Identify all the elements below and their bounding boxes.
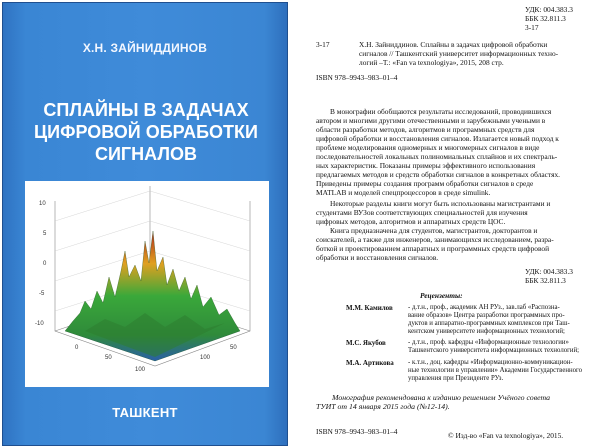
reviewer-desc: вание образов» Центра разработки программных про- xyxy=(408,312,565,319)
reviewer-name: М.С. Якубов xyxy=(346,339,386,347)
abstract-line: автором и многими другими отечественными и зарубежными учеными в xyxy=(316,116,546,125)
reviewers-heading: Рецензенты: xyxy=(420,291,463,300)
reviewer-desc: Ташкентского университета информационных технологий; xyxy=(408,347,580,354)
abstract-line: обработки и восстановления сигналов. xyxy=(316,253,439,262)
svg-text:0: 0 xyxy=(75,345,79,351)
abstract-line: В монографии обобщаются результаты исследований, проводившихся xyxy=(330,107,552,116)
svg-text:100: 100 xyxy=(200,355,211,361)
abstract-line: MATLAB и моделей спецпроцессоров в среде simulink. xyxy=(316,188,491,197)
svg-text:0: 0 xyxy=(43,261,47,267)
svg-text:50: 50 xyxy=(230,345,237,351)
reviewer-desc: - к.т.н., доц. кафедры «Информационно-коммуникацион- xyxy=(408,359,573,366)
abstract-line: студентами ВУЗов соответствующих специальностей для изучения xyxy=(316,208,528,217)
abstract-line: проблеме моделирования одномерных и многомерных сигналов в виде xyxy=(316,143,540,152)
bbk-code-bottom: ББК 32.811.3 xyxy=(525,276,566,285)
reviewer-desc: ные технологии в управлении» Академии Государственного xyxy=(408,367,583,374)
author-mark-code: 3-17 xyxy=(525,23,539,32)
cover-title-line: СПЛАЙНЫ В ЗАДАЧАХ xyxy=(43,100,249,120)
svg-text:100: 100 xyxy=(135,367,146,373)
abstract-line: последовательностей локальных полиномиальных сплайнов и их спектраль- xyxy=(316,152,558,161)
isbn-bottom: ISBN 978–9943–983–01–4 xyxy=(316,427,398,436)
svg-text:10: 10 xyxy=(39,201,46,207)
reviewer-desc: - д.т.н., проф., академик АН РУз., зав.лаб «Распозна- xyxy=(408,304,560,311)
reviewer-desc: управления при Президенте РУз. xyxy=(408,375,504,382)
book-cover xyxy=(2,2,288,446)
reviewer-name: М.А. Артикова xyxy=(346,359,394,367)
copyright-notice: © Изд-во «Fan va texnologiya», 2015. xyxy=(448,431,564,440)
udk-code-bottom: УДК: 004.383.3 xyxy=(525,267,573,276)
udk-code: УДК: 004.383.3 xyxy=(525,5,573,14)
svg-text:50: 50 xyxy=(105,355,112,361)
abstract-line: предлагаемых методов и средств обработки сигналов в конкретных областях. xyxy=(316,170,561,179)
abstract-line: цифровых методов, алгоритмов и аппаратных средств ЦОС. xyxy=(316,217,506,226)
svg-text:5: 5 xyxy=(43,231,47,237)
cover-3d-surface-image xyxy=(25,181,269,387)
bbk-code: ББК 32.811.3 xyxy=(525,14,566,23)
cover-author: Х.Н. ЗАЙНИДДИНОВ xyxy=(82,41,208,55)
cover-title-line: ЦИФРОВОЙ ОБРАБОТКИ xyxy=(34,122,258,142)
abstract-line: Некоторые разделы книги могут быть использованы магистрантами и xyxy=(330,199,551,208)
reviewer-desc: дуктов и аппаратно-программных комплексов при Таш- xyxy=(408,320,570,327)
cover-city: ТАШКЕНТ xyxy=(112,405,178,420)
cover-title xyxy=(15,99,277,165)
recommendation-line: Монография рекомендована к изданию решением Учёного совета xyxy=(332,393,551,402)
svg-text:-10: -10 xyxy=(35,321,44,327)
author-mark-code-left: 3-17 xyxy=(316,40,330,49)
reviewer-desc: - д.т.н., проф. кафедры «Информационные технологии» xyxy=(408,339,569,346)
cover-title-line: СИГНАЛОВ xyxy=(95,144,197,164)
abstract-line: Книга предназначена для студентов, магистрантов, докторантов и xyxy=(330,226,538,235)
abstract-line: боткой и проектированием аппаратных и программных средств цифровой xyxy=(316,244,550,253)
abstract-line: цифровой обработки и восстановления сигналов. Излагается новый подход к xyxy=(316,134,559,143)
bib-line: сигналов // Ташкентский университет информационных техно- xyxy=(359,49,559,58)
abstract-line: области разработки методов, алгоритмов и программных средств для xyxy=(316,125,535,134)
recommendation-line: ТУИТ от 14 января 2015 года (№12-14). xyxy=(316,402,450,411)
surface-plot-illustration xyxy=(25,181,269,387)
abstract-line: соискателей, а также для инженеров, занимающихся исследованием, разра- xyxy=(316,235,554,244)
reviewer-name: М.М. Камилов xyxy=(346,304,393,312)
reviewer-desc: кентском университете информационных технологий; xyxy=(408,328,565,335)
imprint-page xyxy=(296,0,594,448)
bib-line: логий –Т.: «Fan va texnologiya», 2015, 208 стр. xyxy=(359,58,504,67)
svg-text:-5: -5 xyxy=(39,291,45,297)
bib-line: Х.Н. Зайниддинов. Сплайны в задачах цифровой обработки xyxy=(359,40,548,49)
isbn-top: ISBN 978–9943–983–01–4 xyxy=(316,73,398,82)
abstract-line: ных характеристик. Показаны примеры эффективного использования xyxy=(316,161,536,170)
abstract-line: Приведены примеры создания программ обработки сигналов в среде xyxy=(316,179,534,188)
